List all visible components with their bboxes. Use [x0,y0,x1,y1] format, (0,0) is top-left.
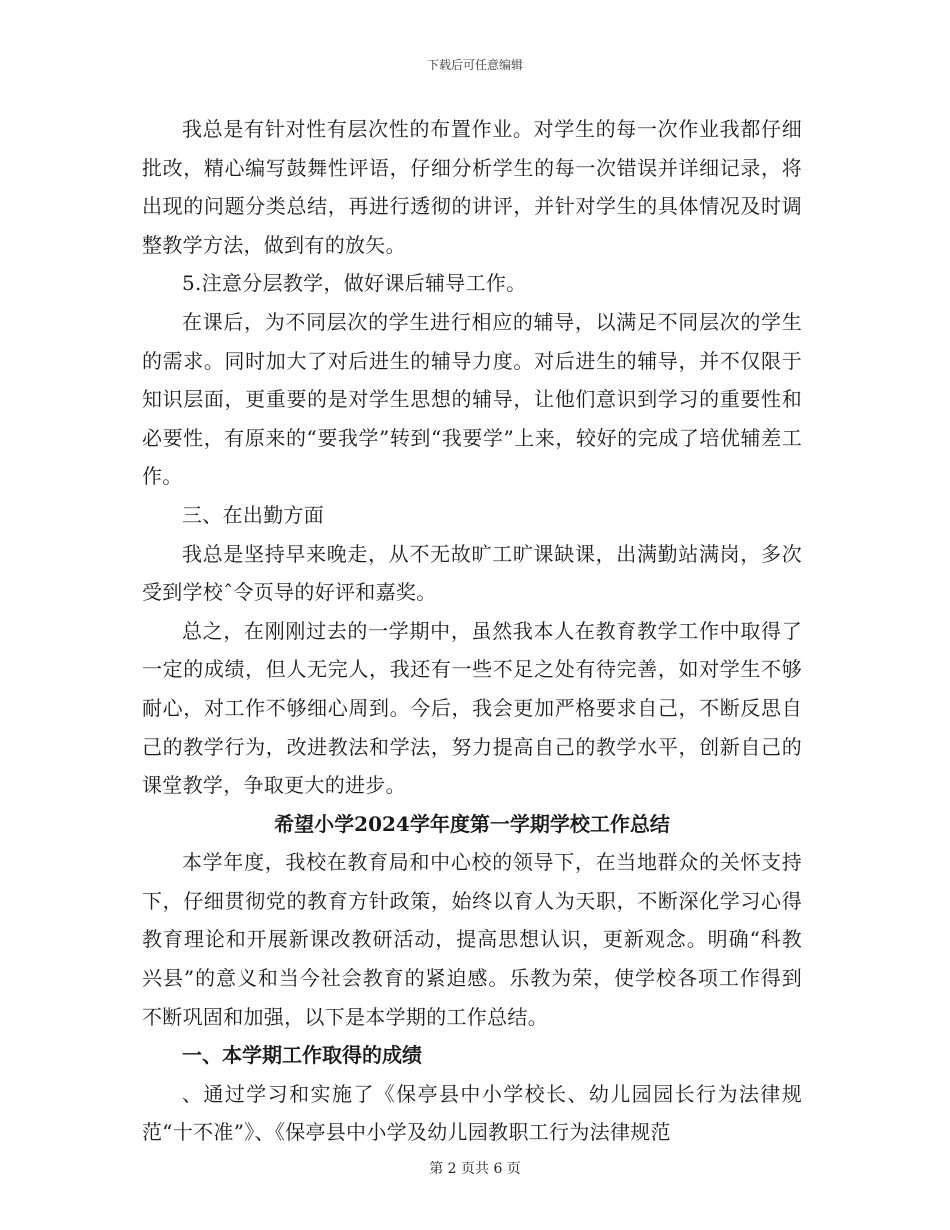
page-footer: 第 2 页共 6 页 [429,1161,521,1177]
item-layered-teaching: 5.注意分层教学，做好课后辅导工作。 [182,271,527,296]
paragraph-intro: 本学年度，我校在教育局和中心校的领导下，在当地群众的关怀支持下，仔细贯彻党的教育方针政策，始终以育人为天职，不断深化学习心得教育理论和开展新课改教研活动，提高思想认识，更新观念。明确“科教兴县”的意义和当今社会教育的紧迫感。乐教为荣，使学校各项工作得到不断巩固和加强，以下是本学期的工作总结。 [142,850,802,1029]
page-header: 下载后可任意编辑 [426,58,523,72]
document-title: 希望小学2024学年度第一学期学校工作总结 [274,811,670,836]
section-achievements-heading: 一、本学期工作取得的成绩 [182,1043,422,1068]
paragraph-regulations: 、通过学习和实施了《保亭县中小学校长、幼儿园园长行为法律规范“十不准”》、《保亭县中小学及幼儿园教职工行为法律规范 [142,1081,802,1145]
section-attendance-heading: 三、在出勤方面 [182,502,325,527]
paragraph-homework: 我总是有针对性有层次性的布置作业。对学生的每一次作业我都仔细批改，精心编写鼓舞性评语，仔细分析学生的每一次错误并详细记录，将出现的问题分类总结，再进行透彻的讲评，并针对学生的具体情况及时调整教学方法，做到有的放矢。 [142,117,802,257]
document-body [142,110,802,1152]
paragraph-attendance: 我总是坚持早来晚走，从不无故旷工旷课缺课，出满勤站满岗，多次受到学校ˆ令页导的好评和嘉奖。 [142,541,802,605]
paragraph-after-class-tutoring: 在课后，为不同层次的学生进行相应的辅导，以满足不同层次的学生的需求。同时加大了对后进生的辅导力度。对后进生的辅导，并不仅限于知识层面，更重要的是对学生思想的辅导，让他们意识到学习的重要性和必要性，有原来的“要我学”转到“我要学”上来，较好的完成了培优辅差工作。 [142,309,802,489]
paragraph-conclusion: 总之，在刚刚过去的一学期中，虽然我本人在教育教学工作中取得了一定的成绩，但人无完人，我还有一些不足之处有待完善，如对学生不够耐心，对工作不够细心周到。今后，我会更加严格要求自己，不断反思自己的教学行为，改进教法和学法，努力提高自己的教学水平，创新自己的课堂教学，争取更大的进步。 [142,618,802,798]
